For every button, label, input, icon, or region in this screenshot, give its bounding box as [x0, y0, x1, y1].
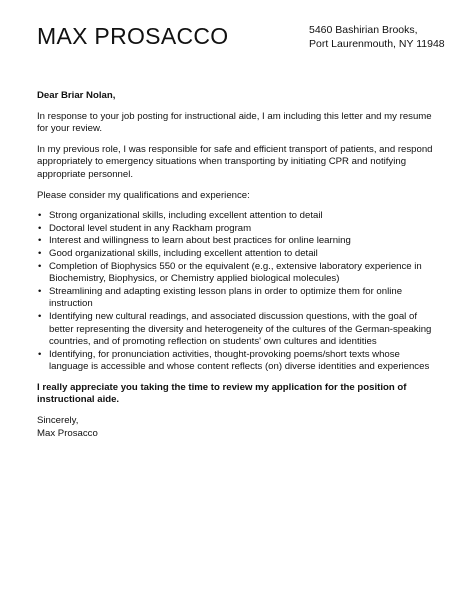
list-item	[38, 222, 439, 236]
letter-body	[37, 90, 439, 440]
applicant-address	[309, 23, 445, 51]
list-item	[38, 285, 439, 311]
address-line-1: 5460 Bashirian Brooks,	[309, 24, 418, 36]
qualification-text: Identifying new cultural readings, and associated discussion questions, with the goal of better representing the diversity and heterogeneity of the cultures of the German-speaking countries, and of promoting reflection on students' own cultures and identities	[49, 310, 432, 348]
qualifications-intro: Please consider my qualifications and experience:	[37, 189, 250, 201]
qualification-text: Identifying, for pronunciation activities, thought-provoking poems/short texts whose language is accessible and whose content reflects (on) diverse identities and experiences	[49, 348, 430, 373]
applicant-name: MAX PROSACCO	[37, 23, 229, 49]
intro-paragraph: In response to your job posting for instructional aide, I am including this letter and my resume for your review.	[37, 110, 432, 135]
qualification-text: Interest and willingness to learn about best practices for online learning	[49, 235, 351, 247]
salutation: Dear Briar Nolan,	[37, 90, 116, 101]
bullet-icon: •	[38, 222, 42, 234]
bullet-icon: •	[38, 260, 42, 272]
closing-statement: I really appreciate you taking the time to review my application for the position of instructional aide.	[37, 381, 407, 406]
qualification-text: Completion of Biophysics 550 or the equivalent (e.g., extensive laboratory experience in Biochemistry, Biophysics, or Chemistry applied biological molecules)	[49, 260, 422, 285]
list-item	[38, 247, 439, 261]
signoff: Sincerely,	[37, 415, 79, 427]
list-item	[38, 260, 439, 286]
bullet-icon: •	[38, 247, 42, 259]
qualifications-list	[37, 210, 439, 374]
list-item	[38, 210, 439, 223]
qualification-text: Doctoral level student in any Rackham program	[49, 222, 252, 234]
address-line-2: Port Laurenmouth, NY 11948	[309, 38, 445, 50]
bullet-icon: •	[38, 235, 42, 247]
signoff-block	[37, 415, 439, 440]
list-item	[38, 348, 439, 374]
qualification-text: Good organizational skills, including excellent attention to detail	[49, 247, 318, 259]
experience-paragraph: In my previous role, I was responsible for safe and efficient transport of patients, and respond appropriately to emergency situations when transporting by initiating CPR and notifying appropriate personnel.	[37, 143, 433, 180]
list-item	[38, 310, 439, 349]
qualification-text: Streamlining and adapting existing lesson plans in order to optimize them for online instruction	[49, 285, 403, 310]
qualification-text: Strong organizational skills, including excellent attention to detail	[49, 210, 323, 222]
bullet-icon: •	[38, 285, 42, 297]
bullet-icon: •	[38, 310, 42, 322]
bullet-icon: •	[38, 210, 42, 222]
bullet-icon: •	[38, 348, 42, 360]
signature-name: Max Prosacco	[37, 427, 98, 439]
letter-header	[37, 22, 447, 62]
list-item	[38, 235, 439, 248]
